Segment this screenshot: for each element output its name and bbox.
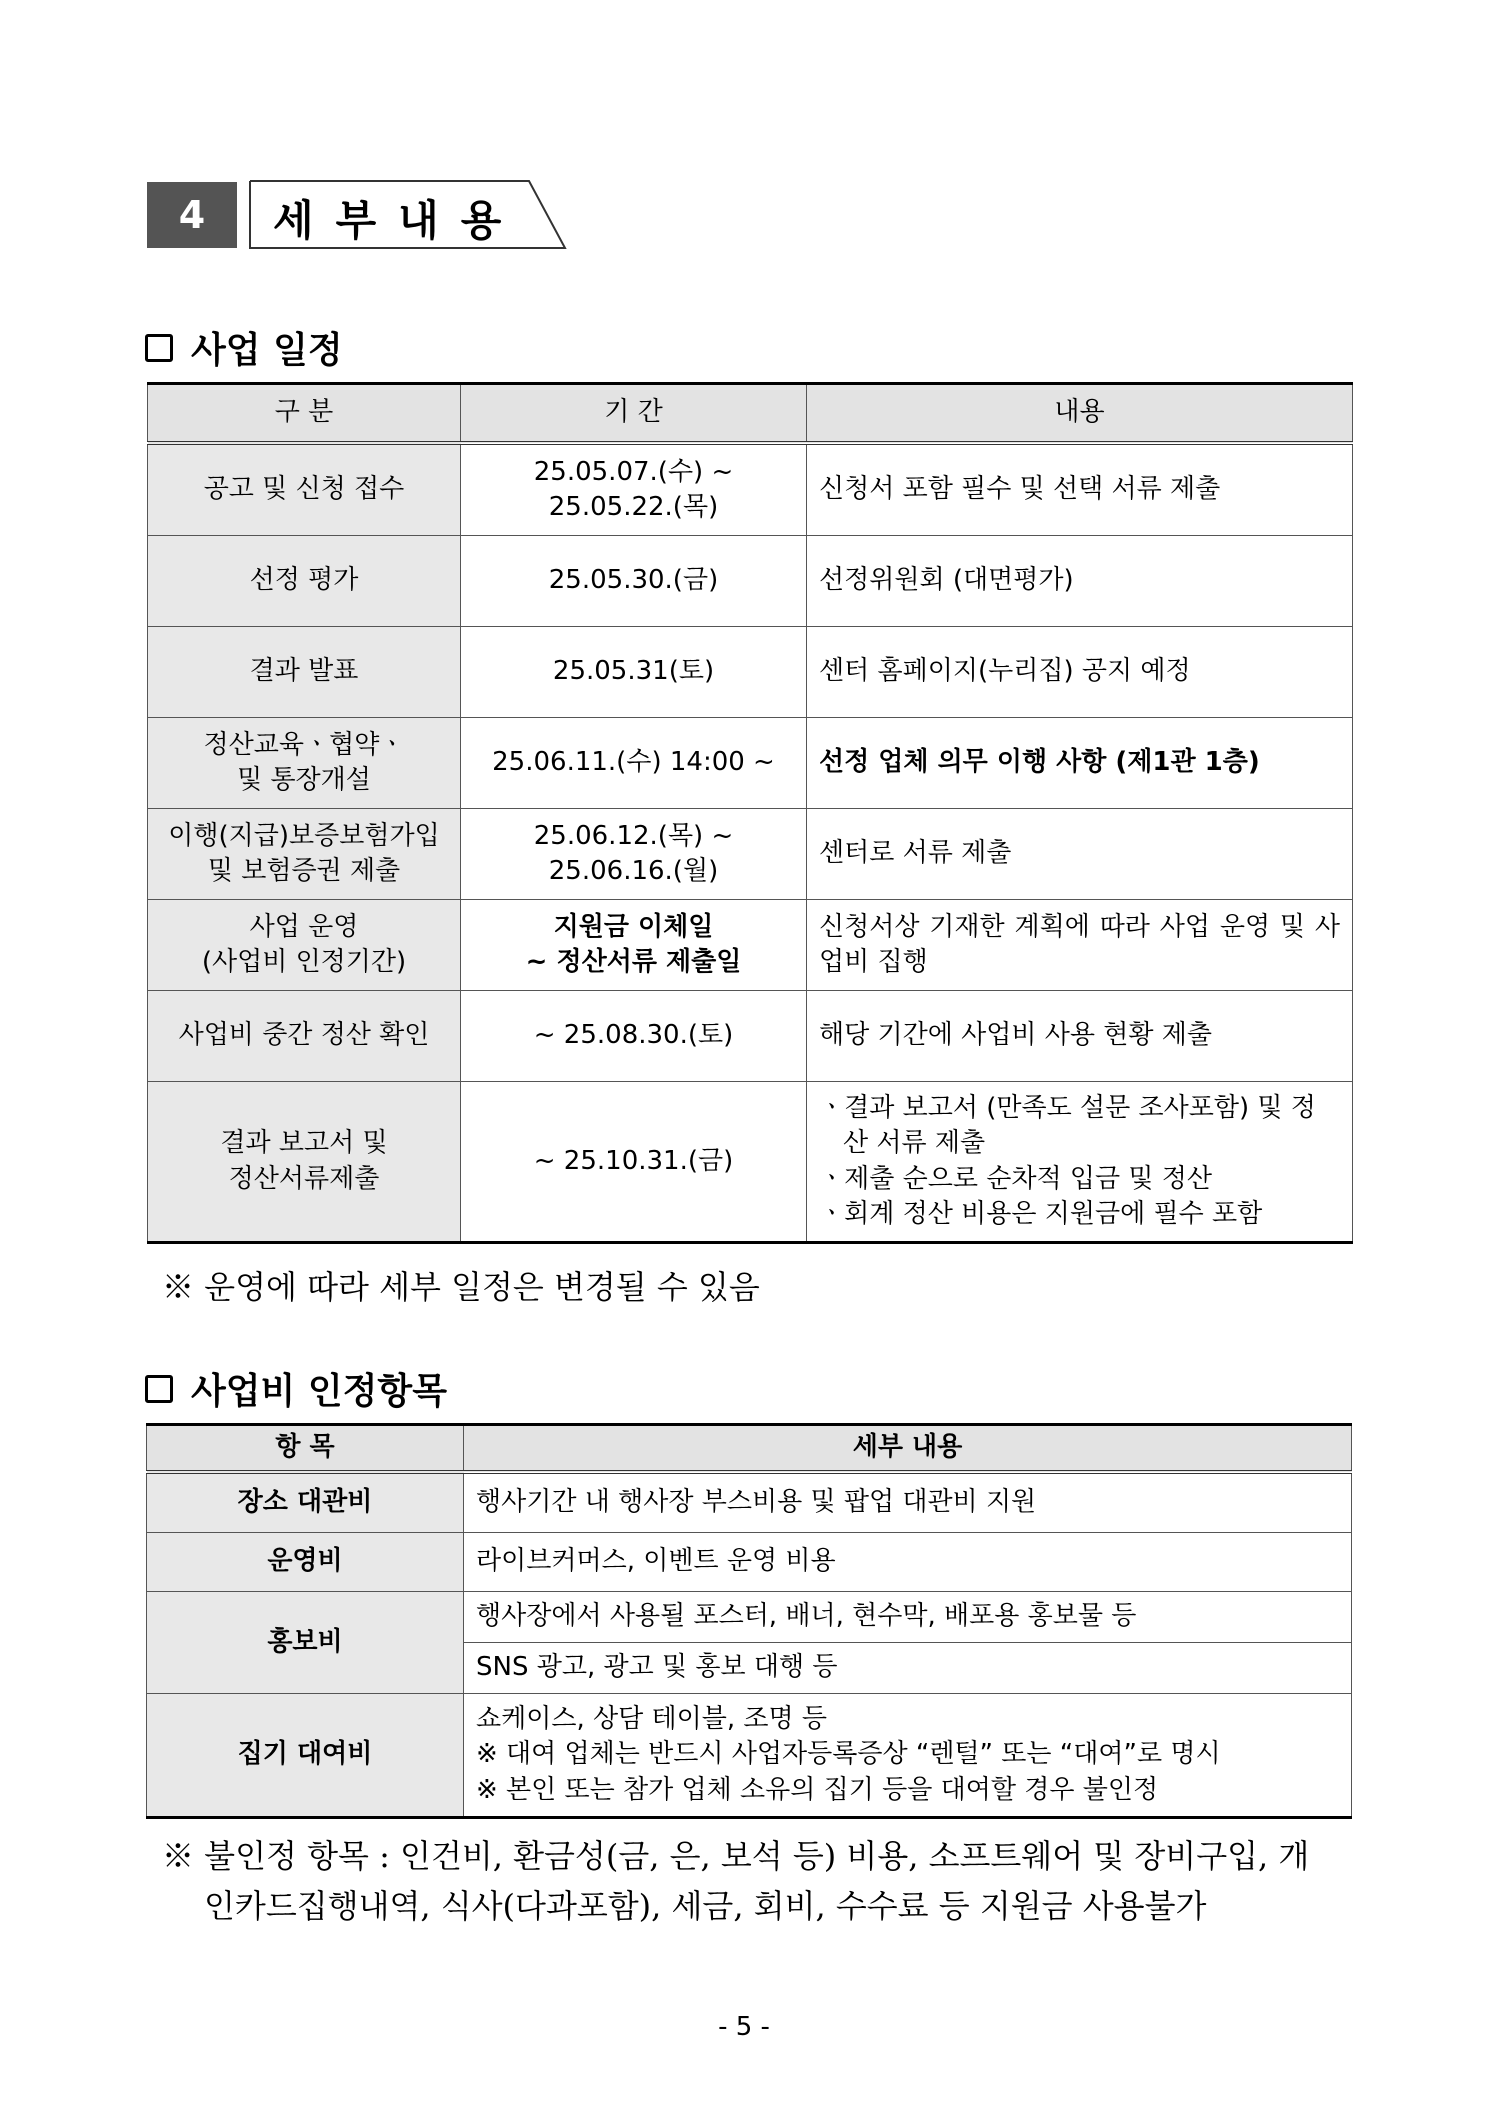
row-period: 25.06.11.(수) 14:00 ~ (461, 718, 807, 809)
table-row (148, 809, 1353, 900)
table-row (147, 1472, 1352, 1533)
row-category (148, 900, 461, 991)
row-category-line: 및 통장개설 (237, 765, 371, 795)
row-category-line: 정산서류제출 (228, 1163, 380, 1194)
row-content: 센터 홈페이지(누리집) 공지 예정 (807, 627, 1353, 718)
bullet-item: ㆍ제출 순으로 순차적 입금 및 정산 (819, 1163, 1212, 1194)
row-period: 25.06.12.(목) ~ 25.06.16.(월) (461, 809, 807, 900)
row-content: 신청서 포함 필수 및 선택 서류 제출 (807, 443, 1353, 536)
row-category: 결과 발표 (148, 627, 461, 718)
table-header-row (147, 1425, 1352, 1473)
schedule-note: ※ 운영에 따라 세부 일정은 변경될 수 있음 (162, 1268, 760, 1306)
table-row (147, 1533, 1352, 1592)
section-number: 4 (147, 182, 237, 248)
row-category: 사업비 중간 정산 확인 (148, 991, 461, 1082)
row-period (461, 900, 807, 991)
row-details (464, 1694, 1352, 1818)
header-category: 구 분 (148, 384, 461, 444)
bullet-item: ㆍ회계 정산 비용은 지원금에 필수 포함 (819, 1198, 1263, 1229)
row-content: 신청서상 기재한 계획에 따라 사업 운영 및 사업비 집행 (807, 900, 1353, 991)
row-details: 행사기간 내 행사장 부스비용 및 팝업 대관비 지원 (464, 1472, 1352, 1533)
header-item: 항 목 (147, 1425, 464, 1473)
schedule-heading-text: 사업 일정 (191, 330, 343, 371)
table-row (148, 718, 1353, 809)
row-category-line: 이행(지급)보증보험가입 (168, 820, 440, 851)
table-row (148, 443, 1353, 536)
row-content (807, 1082, 1353, 1243)
expenses-note-line: 인카드집행내역, 식사(다과포함), 세금, 회비, 수수료 등 지원금 사용불가 (204, 1886, 1207, 1925)
row-category-line: (사업비 인정기간) (201, 947, 407, 977)
table-row (148, 900, 1353, 991)
row-period: ~ 25.08.30.(토) (461, 991, 807, 1082)
detail-line: ※ 대여 업체는 반드시 사업자등록증상 “렌털” 또는 “대여”로 명시 (476, 1739, 1221, 1770)
row-period: 25.05.07.(수) ~ 25.05.22.(목) (461, 443, 807, 536)
table-row (147, 1592, 1352, 1643)
section-title: 세부내용 (273, 196, 524, 245)
table-row (147, 1694, 1352, 1818)
schedule-table (147, 382, 1353, 1244)
row-period: 25.05.31(토) (461, 627, 807, 718)
row-category (148, 1082, 461, 1243)
table-row (148, 1082, 1353, 1243)
row-details: SNS 광고, 광고 및 홍보 대행 등 (464, 1643, 1352, 1694)
row-period-line: 지원금 이체일 (553, 911, 714, 942)
row-category-line: 사업 운영 (249, 911, 359, 942)
checkbox-icon (145, 1375, 173, 1403)
header-content: 내용 (807, 384, 1353, 444)
row-item: 운영비 (147, 1533, 464, 1592)
row-category: 공고 및 신청 접수 (148, 443, 461, 536)
row-content: 선정위원회 (대면평가) (807, 536, 1353, 627)
table-row (148, 991, 1353, 1082)
schedule-heading (145, 322, 343, 373)
row-category (148, 809, 461, 900)
row-item: 홍보비 (147, 1592, 464, 1694)
table-row (148, 536, 1353, 627)
expenses-table (146, 1423, 1352, 1819)
page-number: - 5 - (718, 2012, 770, 2042)
table-row (148, 627, 1353, 718)
row-period-line: ~ 정산서류 제출일 (525, 947, 742, 977)
row-item: 집기 대여비 (147, 1694, 464, 1818)
row-category: 선정 평가 (148, 536, 461, 627)
expenses-heading-text: 사업비 인정항목 (191, 1371, 447, 1412)
row-category-line: 및 보험증권 제출 (207, 856, 401, 886)
row-details: 행사장에서 사용될 포스터, 배너, 현수막, 배포용 홍보물 등 (464, 1592, 1352, 1643)
row-period: ~ 25.10.31.(금) (461, 1082, 807, 1243)
row-category (148, 718, 461, 809)
expenses-note-line: ※ 불인정 항목 : 인건비, 환금성(금, 은, 보석 등) 비용, 소프트웨어 및 장비구입, 개 (162, 1837, 1310, 1875)
row-period: 25.05.30.(금) (461, 536, 807, 627)
row-content: 해당 기간에 사업비 사용 현황 제출 (807, 991, 1353, 1082)
checkbox-icon (145, 334, 173, 362)
row-content: 센터로 서류 제출 (807, 809, 1353, 900)
bullet-item: ㆍ결과 보고서 (만족도 설문 조사포함) 및 정산 서류 제출 (819, 1093, 1316, 1159)
row-category-line: 정산교육ㆍ협약ㆍ (203, 729, 405, 760)
detail-line: ※ 본인 또는 참가 업체 소유의 집기 등을 대여할 경우 불인정 (476, 1774, 1159, 1805)
row-details: 라이브커머스, 이벤트 운영 비용 (464, 1533, 1352, 1592)
expenses-heading (145, 1363, 447, 1414)
row-item: 장소 대관비 (147, 1472, 464, 1533)
header-details: 세부 내용 (464, 1425, 1352, 1473)
expenses-note (162, 1832, 1352, 1931)
row-category-line: 결과 보고서 및 (220, 1128, 388, 1159)
detail-line: 쇼케이스, 상담 테이블, 조명 등 (476, 1704, 827, 1735)
row-content: 선정 업체 의무 이행 사항 (제1관 1층) (807, 718, 1353, 809)
header-period: 기 간 (461, 384, 807, 444)
table-header-row (148, 384, 1353, 444)
